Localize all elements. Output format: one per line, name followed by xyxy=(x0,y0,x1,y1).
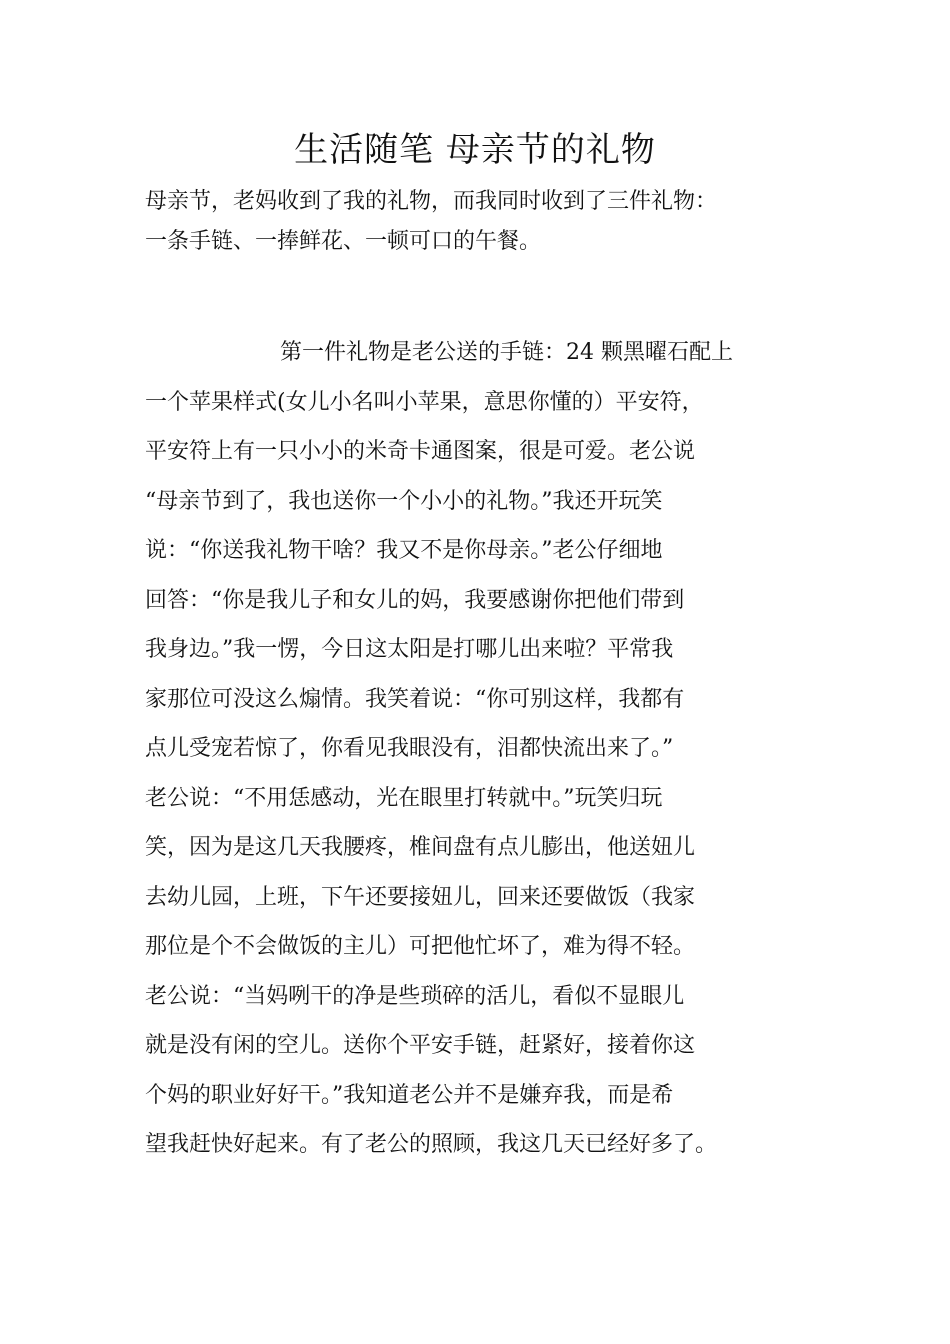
document-title: 生活随笔 母亲节的礼物 xyxy=(294,130,656,170)
intro-paragraph xyxy=(145,182,835,262)
intro-line: 一条手链、一捧鲜花、一顿可口的午餐。 xyxy=(145,229,542,254)
body-line: 点儿受宠若惊了，你看见我眼没有，泪都快流出来了。” xyxy=(145,736,674,761)
intro-line: 母亲节，老妈收到了我的礼物，而我同时收到了三件礼物： xyxy=(145,189,718,214)
body-line: 望我赶快好起来。有了老公的照顾，我这几天已经好多了。 xyxy=(145,1132,718,1157)
body-line: 平安符上有一只小小的米奇卡通图案，很是可爱。老公说 xyxy=(145,439,696,464)
body-line: “母亲节到了，我也送你一个小小的礼物。”我还开玩笑 xyxy=(145,488,663,514)
body-line: 回答：“你是我儿子和女儿的妈，我要感谢你把他们带到 xyxy=(145,587,685,613)
body-line: 就是没有闲的空儿。送你个平安手链，赶紧好，接着你这 xyxy=(145,1033,696,1058)
body-line: 家那位可没这么煽情。我笑着说：“你可别这样，我都有 xyxy=(145,686,685,712)
body-line: 一个苹果样式(女儿小名叫小苹果，意思你懂的）平安符， xyxy=(145,389,704,415)
body-line: 第一件礼物是老公送的手链：24 颗黑曜石配上 xyxy=(280,340,733,365)
body-paragraph xyxy=(145,328,815,1170)
body-line: 老公说：“不用恁感动，光在眼里打转就中。”玩笑归玩 xyxy=(145,785,663,811)
body-line: 笑，因为是这几天我腰疼，椎间盘有点儿膨出，他送妞儿 xyxy=(145,835,696,860)
body-line: 我身边。”我一愣，今日这太阳是打哪儿出来啦？平常我 xyxy=(145,637,674,662)
body-line: 那位是个不会做饭的主儿）可把他忙坏了，难为得不轻。 xyxy=(145,934,696,959)
body-line: 说：“你送我礼物干啥？我又不是你母亲。”老公仔细地 xyxy=(145,538,663,563)
body-line: 去幼儿园，上班，下午还要接妞儿，回来还要做饭（我家 xyxy=(145,884,696,910)
body-line: 老公说：“当妈咧干的净是些琐碎的活儿，看似不显眼儿 xyxy=(145,983,685,1009)
body-line: 个妈的职业好好干。”我知道老公并不是嫌弃我，而是希 xyxy=(145,1082,674,1108)
